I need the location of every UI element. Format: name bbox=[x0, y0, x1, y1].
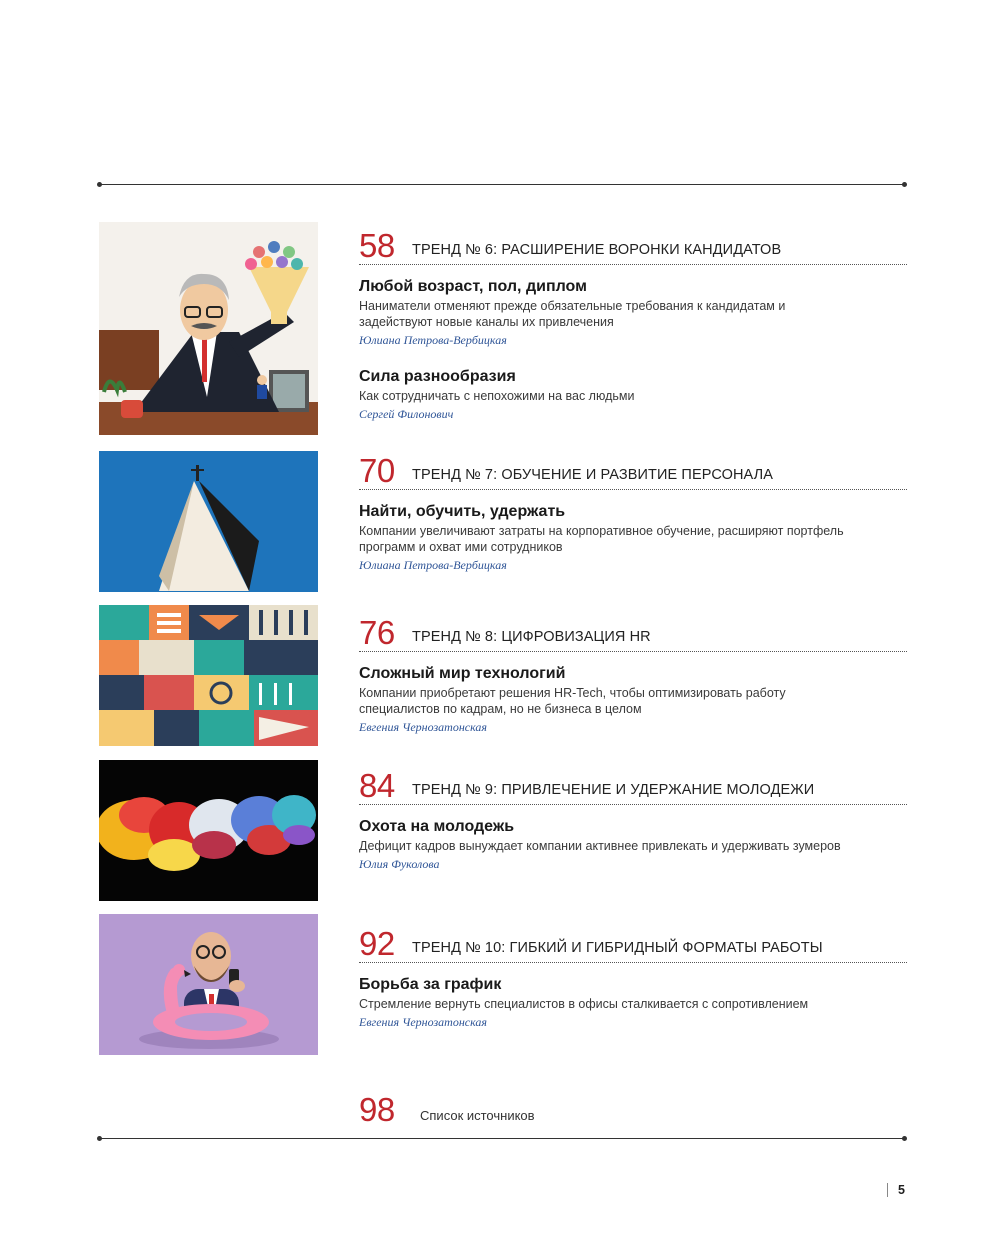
man-flamingo-illustration bbox=[99, 914, 318, 1055]
article[interactable] bbox=[359, 817, 907, 872]
article[interactable] bbox=[359, 502, 907, 573]
sources-label[interactable]: Список источников bbox=[420, 1108, 535, 1123]
trend-header bbox=[359, 925, 907, 963]
trend-title[interactable]: ТРЕНД № 9: ПРИВЛЕЧЕНИЕ И УДЕРЖАНИЕ МОЛОДЕЖИ bbox=[412, 782, 815, 798]
article-description: Компании увеличивают затраты на корпоративное обучение, расширяют портфель программ и охват ими сотрудников bbox=[359, 524, 844, 554]
sources-entry[interactable] bbox=[359, 1091, 759, 1130]
section-trend-7 bbox=[359, 452, 907, 573]
article-title[interactable]: Борьба за график bbox=[359, 976, 502, 993]
folio-page-number: 5 bbox=[887, 1183, 905, 1197]
article[interactable] bbox=[359, 975, 907, 1030]
thumbnail-fish bbox=[99, 760, 318, 901]
article-author: Юлиана Петрова-Вербицкая bbox=[359, 558, 507, 572]
article-title[interactable]: Охота на молодежь bbox=[359, 818, 515, 835]
article-description: Стремление вернуть специалистов в офисы сталкивается с сопротивлением bbox=[359, 997, 809, 1011]
book-statue-illustration bbox=[99, 451, 318, 592]
trend-title[interactable]: ТРЕНД № 7: ОБУЧЕНИЕ И РАЗВИТИЕ ПЕРСОНАЛА bbox=[412, 467, 773, 483]
businessman-funnel-illustration bbox=[99, 222, 318, 435]
page-number[interactable]: 76 bbox=[359, 614, 395, 651]
trend-header bbox=[359, 452, 907, 490]
article[interactable] bbox=[359, 277, 907, 348]
article-description: Как сотрудничать с непохожими на вас людьми bbox=[359, 389, 635, 403]
article-description: Дефицит кадров вынуждает компании активнее привлекать и удерживать зумеров bbox=[359, 839, 841, 853]
section-trend-8 bbox=[359, 614, 907, 735]
article-author: Сергей Филонович bbox=[359, 407, 454, 421]
page-number[interactable]: 98 bbox=[359, 1091, 395, 1128]
article-author: Евгения Чернозатонская bbox=[359, 720, 487, 734]
trend-title[interactable]: ТРЕНД № 10: ГИБКИЙ И ГИБРИДНЫЙ ФОРМАТЫ РАБОТЫ bbox=[412, 940, 823, 956]
page-number[interactable]: 58 bbox=[359, 227, 395, 264]
trend-title[interactable]: ТРЕНД № 8: ЦИФРОВИЗАЦИЯ HR bbox=[412, 629, 651, 645]
article[interactable] bbox=[359, 367, 907, 422]
article-description: Компании приобретают решения HR-Tech, чтобы оптимизировать работу специалистов по кадрам, но не бизнеса в целом bbox=[359, 686, 786, 716]
top-rule bbox=[99, 184, 905, 185]
article-title[interactable]: Сложный мир технологий bbox=[359, 665, 566, 682]
page-number[interactable]: 70 bbox=[359, 452, 395, 489]
article-description: Наниматели отменяют прежде обязательные требования к кандидатам и задействуют новые каналы их привлечения bbox=[359, 299, 786, 329]
article-title[interactable]: Сила разнообразия bbox=[359, 368, 516, 385]
betta-fish-photo bbox=[99, 760, 318, 901]
trend-header bbox=[359, 767, 907, 805]
thumbnail-hybrid-work bbox=[99, 914, 318, 1055]
article-title[interactable]: Найти, обучить, удержать bbox=[359, 503, 566, 520]
tech-icons-grid bbox=[99, 605, 318, 746]
bottom-rule bbox=[99, 1138, 905, 1139]
thumbnail-digital-hr bbox=[99, 605, 318, 746]
thumbnail-learning bbox=[99, 451, 318, 592]
page-number[interactable]: 92 bbox=[359, 925, 395, 962]
article-author: Юлиана Петрова-Вербицкая bbox=[359, 333, 507, 347]
trend-header bbox=[359, 227, 907, 265]
article-title[interactable]: Любой возраст, пол, диплом bbox=[359, 278, 587, 295]
article[interactable] bbox=[359, 664, 907, 735]
trend-title[interactable]: ТРЕНД № 6: РАСШИРЕНИЕ ВОРОНКИ КАНДИДАТОВ bbox=[412, 242, 782, 258]
article-author: Юлия Фуколова bbox=[359, 857, 440, 871]
page-number[interactable]: 84 bbox=[359, 767, 395, 804]
section-trend-9 bbox=[359, 767, 907, 872]
thumbnail-hiring-funnel bbox=[99, 222, 318, 435]
trend-header bbox=[359, 614, 907, 652]
section-trend-6 bbox=[359, 227, 907, 422]
section-trend-10 bbox=[359, 925, 907, 1030]
article-author: Евгения Чернозатонская bbox=[359, 1015, 487, 1029]
